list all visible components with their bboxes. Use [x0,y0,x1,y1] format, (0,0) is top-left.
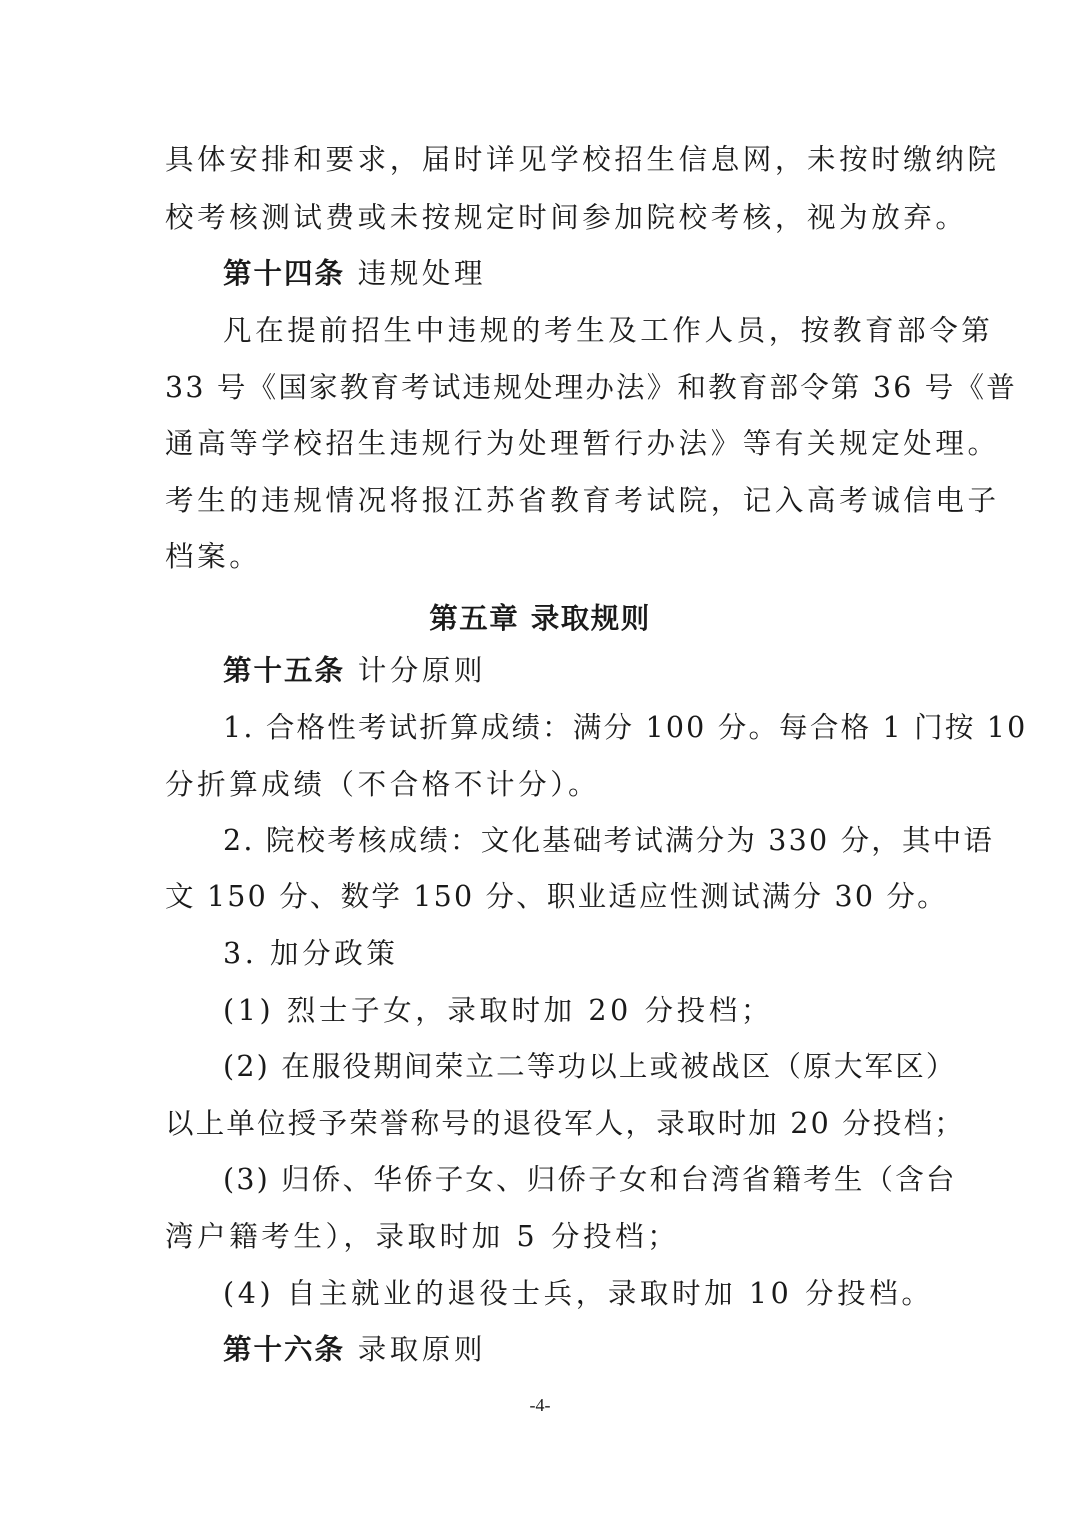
body-line: 文 150 分、数学 150 分、职业适应性测试满分 30 分。 [165,880,948,913]
article-14-title: 违规处理 [357,257,487,290]
article-15-heading [223,651,917,691]
body-line: 以上单位授予荣誉称号的退役军人，录取时加 20 分投档； [165,1107,965,1140]
body-line: (1) 烈士子女，录取时加 20 分投档； [223,994,773,1027]
body-line: 分折算成绩（不合格不计分）。 [165,768,601,801]
article-16-title: 录取原则 [357,1333,487,1366]
article-16-heading [223,1330,917,1370]
body-line: 校考核测试费或未按规定时间参加院校考核，视为放弃。 [165,201,968,234]
article-15-title: 计分原则 [357,654,487,687]
body-line: 2. 院校考核成绩：文化基础考试满分为 330 分，其中语 [223,824,995,857]
body-line: 湾户籍考生），录取时加 5 分投档； [165,1220,680,1253]
body-line: (2) 在服役期间荣立二等功以上或被战区（原大军区） [223,1050,957,1083]
article-15-number: 第十五条 [223,654,346,687]
article-14-number: 第十四条 [223,257,346,290]
body-line: 33 号《国家教育考试违规处理办法》和教育部令第 36 号《普 [165,371,1017,404]
body-line: 具体安排和要求，届时详见学校招生信息网，未按时缴纳院 [165,143,1000,176]
chapter-heading: 第五章 录取规则 [429,602,651,635]
body-line: (4) 自主就业的退役士兵，录取时加 10 分投档。 [223,1277,934,1310]
article-16-number: 第十六条 [223,1333,346,1366]
article-14-heading [223,254,917,294]
body-line: 3. 加分政策 [223,937,399,970]
body-line: 1. 合格性考试折算成绩：满分 100 分。每合格 1 门按 10 [223,711,1028,744]
body-line: (3) 归侨、华侨子女、归侨子女和台湾省籍考生（含台 [223,1163,957,1196]
page-number: -4- [529,1395,551,1415]
body-line: 档案。 [165,540,262,573]
body-line: 凡在提前招生中违规的考生及工作人员，按教育部令第 [223,314,994,347]
body-line: 通高等学校招生违规行为处理暂行办法》等有关规定处理。 [165,427,1000,460]
body-line: 考生的违规情况将报江苏省教育考试院，记入高考诚信电子 [165,484,1000,517]
